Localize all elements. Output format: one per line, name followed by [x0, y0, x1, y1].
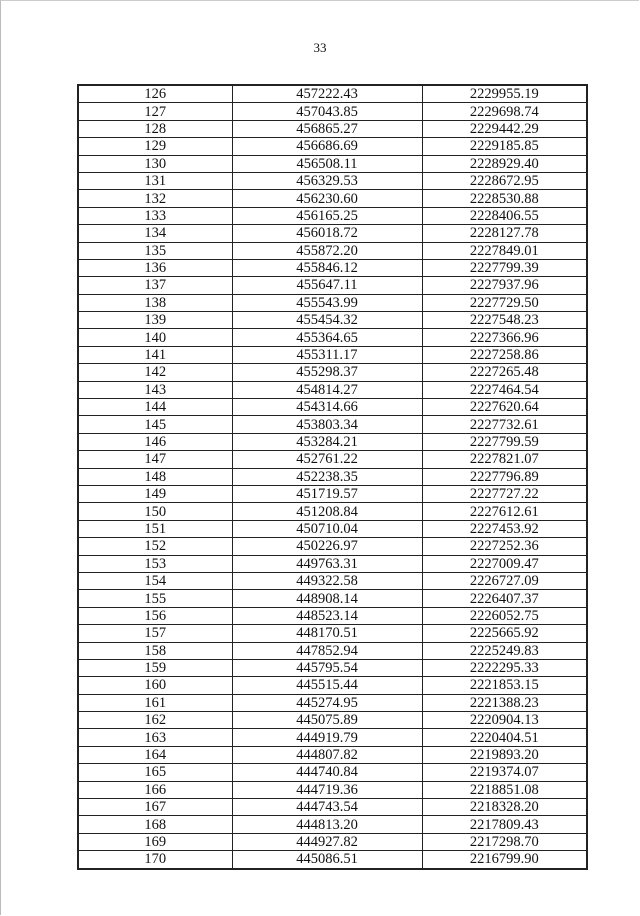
point-number-cell: 169	[78, 833, 232, 850]
y-coordinate-cell: 2222295.33	[422, 659, 587, 676]
y-coordinate-cell: 2227732.61	[422, 416, 587, 433]
y-coordinate-cell: 2227729.50	[422, 294, 587, 311]
y-coordinate-cell: 2229185.85	[422, 138, 587, 155]
table-row	[78, 433, 587, 450]
table-row	[78, 225, 587, 242]
x-coordinate-cell: 455298.37	[232, 364, 422, 381]
y-coordinate-cell: 2227727.22	[422, 485, 587, 502]
x-coordinate-cell: 457222.43	[232, 85, 422, 103]
y-coordinate-cell: 2228672.95	[422, 172, 587, 189]
table-row	[78, 659, 587, 676]
point-number-cell: 160	[78, 677, 232, 694]
point-number-cell: 128	[78, 120, 232, 137]
table-row	[78, 607, 587, 624]
table-row	[78, 729, 587, 746]
y-coordinate-cell: 2221853.15	[422, 677, 587, 694]
point-number-cell: 132	[78, 190, 232, 207]
table-row	[78, 485, 587, 502]
table-row	[78, 816, 587, 833]
table-row	[78, 746, 587, 763]
x-coordinate-cell: 457043.85	[232, 103, 422, 120]
point-number-cell: 144	[78, 399, 232, 416]
x-coordinate-cell: 456165.25	[232, 207, 422, 224]
y-coordinate-cell: 2226407.37	[422, 590, 587, 607]
y-coordinate-cell: 2229698.74	[422, 103, 587, 120]
table-row	[78, 381, 587, 398]
y-coordinate-cell: 2227258.86	[422, 346, 587, 363]
table-row	[78, 520, 587, 537]
y-coordinate-cell: 2229955.19	[422, 85, 587, 103]
y-coordinate-cell: 2227620.64	[422, 399, 587, 416]
x-coordinate-cell: 456686.69	[232, 138, 422, 155]
point-number-cell: 157	[78, 625, 232, 642]
table-row	[78, 207, 587, 224]
point-number-cell: 143	[78, 381, 232, 398]
point-number-cell: 156	[78, 607, 232, 624]
x-coordinate-cell: 455647.11	[232, 277, 422, 294]
coordinates-table-body	[78, 85, 587, 869]
table-row	[78, 833, 587, 850]
y-coordinate-cell: 2220904.13	[422, 712, 587, 729]
x-coordinate-cell: 448523.14	[232, 607, 422, 624]
point-number-cell: 152	[78, 538, 232, 555]
y-coordinate-cell: 2227265.48	[422, 364, 587, 381]
point-number-cell: 155	[78, 590, 232, 607]
y-coordinate-cell: 2227937.96	[422, 277, 587, 294]
table-row	[78, 851, 587, 869]
point-number-cell: 133	[78, 207, 232, 224]
y-coordinate-cell: 2228127.78	[422, 225, 587, 242]
table-row	[78, 329, 587, 346]
point-number-cell: 142	[78, 364, 232, 381]
table-row	[78, 625, 587, 642]
y-coordinate-cell: 2218328.20	[422, 799, 587, 816]
x-coordinate-cell: 453284.21	[232, 433, 422, 450]
table-row	[78, 677, 587, 694]
table-row	[78, 590, 587, 607]
x-coordinate-cell: 445515.44	[232, 677, 422, 694]
y-coordinate-cell: 2219374.07	[422, 764, 587, 781]
table-row	[78, 103, 587, 120]
point-number-cell: 159	[78, 659, 232, 676]
y-coordinate-cell: 2227612.61	[422, 503, 587, 520]
y-coordinate-cell: 2225665.92	[422, 625, 587, 642]
table-row	[78, 781, 587, 798]
table-row	[78, 399, 587, 416]
table-row	[78, 120, 587, 137]
point-number-cell: 161	[78, 694, 232, 711]
y-coordinate-cell: 2227849.01	[422, 242, 587, 259]
y-coordinate-cell: 2227821.07	[422, 451, 587, 468]
x-coordinate-cell: 456018.72	[232, 225, 422, 242]
page-number: 33	[313, 40, 327, 55]
point-number-cell: 127	[78, 103, 232, 120]
y-coordinate-cell: 2227453.92	[422, 520, 587, 537]
x-coordinate-cell: 455454.32	[232, 312, 422, 329]
point-number-cell: 149	[78, 485, 232, 502]
point-number-cell: 154	[78, 572, 232, 589]
point-number-cell: 164	[78, 746, 232, 763]
x-coordinate-cell: 444743.54	[232, 799, 422, 816]
y-coordinate-cell: 2217298.70	[422, 833, 587, 850]
point-number-cell: 158	[78, 642, 232, 659]
x-coordinate-cell: 454814.27	[232, 381, 422, 398]
x-coordinate-cell: 451208.84	[232, 503, 422, 520]
point-number-cell: 147	[78, 451, 232, 468]
y-coordinate-cell: 2227799.59	[422, 433, 587, 450]
table-row	[78, 712, 587, 729]
x-coordinate-cell: 455364.65	[232, 329, 422, 346]
y-coordinate-cell: 2227366.96	[422, 329, 587, 346]
point-number-cell: 130	[78, 155, 232, 172]
x-coordinate-cell: 455872.20	[232, 242, 422, 259]
point-number-cell: 140	[78, 329, 232, 346]
y-coordinate-cell: 2221388.23	[422, 694, 587, 711]
x-coordinate-cell: 449322.58	[232, 572, 422, 589]
table-row	[78, 694, 587, 711]
table-row	[78, 799, 587, 816]
point-number-cell: 150	[78, 503, 232, 520]
table-row	[78, 503, 587, 520]
y-coordinate-cell: 2227796.89	[422, 468, 587, 485]
point-number-cell: 153	[78, 555, 232, 572]
table-row	[78, 312, 587, 329]
table-row	[78, 451, 587, 468]
y-coordinate-cell: 2227799.39	[422, 259, 587, 276]
x-coordinate-cell: 455846.12	[232, 259, 422, 276]
point-number-cell: 148	[78, 468, 232, 485]
table-row	[78, 138, 587, 155]
table-row	[78, 538, 587, 555]
table-row	[78, 85, 587, 103]
table-row	[78, 642, 587, 659]
x-coordinate-cell: 444807.82	[232, 746, 422, 763]
point-number-cell: 167	[78, 799, 232, 816]
table-row	[78, 764, 587, 781]
table-row	[78, 364, 587, 381]
x-coordinate-cell: 456508.11	[232, 155, 422, 172]
y-coordinate-cell: 2228929.40	[422, 155, 587, 172]
coordinates-table	[77, 84, 588, 870]
point-number-cell: 163	[78, 729, 232, 746]
point-number-cell: 165	[78, 764, 232, 781]
point-number-cell: 131	[78, 172, 232, 189]
x-coordinate-cell: 444719.36	[232, 781, 422, 798]
x-coordinate-cell: 448170.51	[232, 625, 422, 642]
x-coordinate-cell: 444919.79	[232, 729, 422, 746]
point-number-cell: 129	[78, 138, 232, 155]
table-row	[78, 172, 587, 189]
x-coordinate-cell: 445075.89	[232, 712, 422, 729]
point-number-cell: 138	[78, 294, 232, 311]
x-coordinate-cell: 444740.84	[232, 764, 422, 781]
point-number-cell: 151	[78, 520, 232, 537]
table-row	[78, 242, 587, 259]
x-coordinate-cell: 456329.53	[232, 172, 422, 189]
point-number-cell: 136	[78, 259, 232, 276]
table-row	[78, 468, 587, 485]
y-coordinate-cell: 2227464.54	[422, 381, 587, 398]
x-coordinate-cell: 452761.22	[232, 451, 422, 468]
point-number-cell: 126	[78, 85, 232, 103]
table-row	[78, 277, 587, 294]
y-coordinate-cell: 2229442.29	[422, 120, 587, 137]
x-coordinate-cell: 444813.20	[232, 816, 422, 833]
y-coordinate-cell: 2226052.75	[422, 607, 587, 624]
y-coordinate-cell: 2216799.90	[422, 851, 587, 869]
table-row	[78, 294, 587, 311]
y-coordinate-cell: 2228406.55	[422, 207, 587, 224]
table-row	[78, 416, 587, 433]
y-coordinate-cell: 2225249.83	[422, 642, 587, 659]
point-number-cell: 166	[78, 781, 232, 798]
y-coordinate-cell: 2227252.36	[422, 538, 587, 555]
y-coordinate-cell: 2220404.51	[422, 729, 587, 746]
x-coordinate-cell: 455311.17	[232, 346, 422, 363]
y-coordinate-cell: 2226727.09	[422, 572, 587, 589]
x-coordinate-cell: 447852.94	[232, 642, 422, 659]
x-coordinate-cell: 445086.51	[232, 851, 422, 869]
x-coordinate-cell: 450226.97	[232, 538, 422, 555]
y-coordinate-cell: 2218851.08	[422, 781, 587, 798]
x-coordinate-cell: 450710.04	[232, 520, 422, 537]
x-coordinate-cell: 456865.27	[232, 120, 422, 137]
table-row	[78, 190, 587, 207]
table-row	[78, 572, 587, 589]
y-coordinate-cell: 2217809.43	[422, 816, 587, 833]
x-coordinate-cell: 445274.95	[232, 694, 422, 711]
x-coordinate-cell: 449763.31	[232, 555, 422, 572]
point-number-cell: 135	[78, 242, 232, 259]
point-number-cell: 162	[78, 712, 232, 729]
y-coordinate-cell: 2228530.88	[422, 190, 587, 207]
x-coordinate-cell: 454314.66	[232, 399, 422, 416]
x-coordinate-cell: 444927.82	[232, 833, 422, 850]
x-coordinate-cell: 456230.60	[232, 190, 422, 207]
x-coordinate-cell: 451719.57	[232, 485, 422, 502]
y-coordinate-cell: 2219893.20	[422, 746, 587, 763]
x-coordinate-cell: 453803.34	[232, 416, 422, 433]
point-number-cell: 145	[78, 416, 232, 433]
point-number-cell: 137	[78, 277, 232, 294]
point-number-cell: 168	[78, 816, 232, 833]
table-row	[78, 155, 587, 172]
x-coordinate-cell: 455543.99	[232, 294, 422, 311]
point-number-cell: 146	[78, 433, 232, 450]
point-number-cell: 170	[78, 851, 232, 869]
x-coordinate-cell: 445795.54	[232, 659, 422, 676]
y-coordinate-cell: 2227009.47	[422, 555, 587, 572]
table-row	[78, 259, 587, 276]
x-coordinate-cell: 448908.14	[232, 590, 422, 607]
x-coordinate-cell: 452238.35	[232, 468, 422, 485]
y-coordinate-cell: 2227548.23	[422, 312, 587, 329]
point-number-cell: 134	[78, 225, 232, 242]
table-row	[78, 346, 587, 363]
point-number-cell: 141	[78, 346, 232, 363]
table-row	[78, 555, 587, 572]
point-number-cell: 139	[78, 312, 232, 329]
